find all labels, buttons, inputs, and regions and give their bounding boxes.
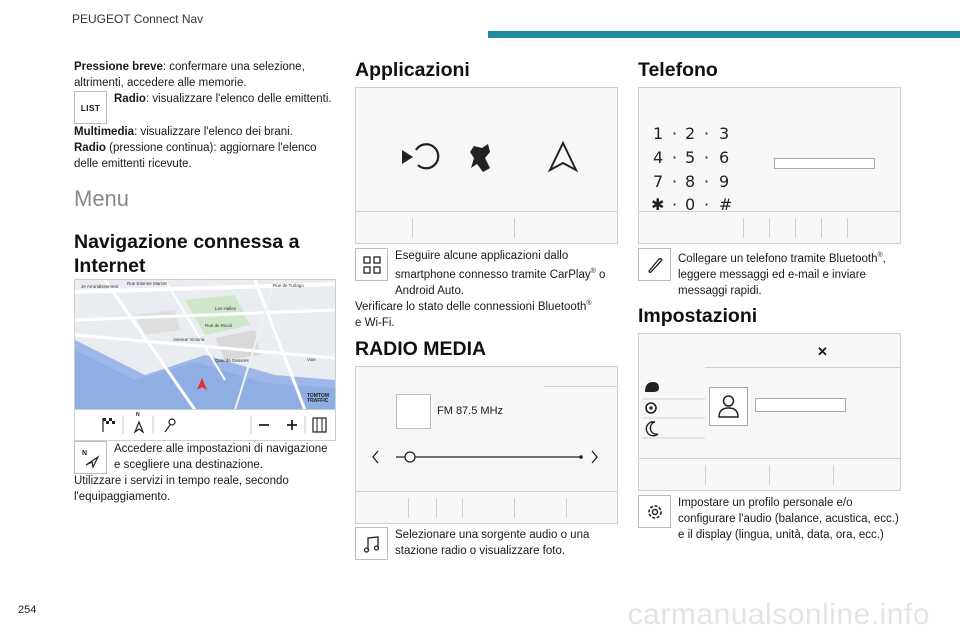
radio-screen	[355, 366, 618, 524]
apps-screen	[355, 87, 618, 244]
phone-screen: 1 · 2 · 3 4 · 5 · 6 7 · 8 · 9 ✱ · 0 · #	[638, 87, 901, 244]
apps-grid-icon	[355, 248, 388, 281]
map-illustration	[75, 280, 335, 410]
nav-heading: Navigazione connessa a Internet	[74, 231, 300, 277]
settings-heading: Impostazioni	[638, 305, 758, 327]
carplay-icon	[402, 144, 438, 168]
slider-knob	[405, 452, 415, 462]
short-press-paragraph: Pressione breve: confermare una selezione, altrimenti, accedere alle memorie.	[74, 61, 305, 89]
header-accent-bar	[488, 31, 960, 38]
route-pin-icon	[165, 419, 175, 432]
map-toolbar-icons	[75, 410, 335, 440]
profile-icon	[709, 387, 748, 426]
next-arrow-icon	[592, 451, 597, 463]
multimedia-paragraph: Multimedia: visualizzare l'elenco dei brani.	[74, 126, 293, 138]
frequency-slider	[356, 439, 617, 479]
phone-handset-icon	[638, 248, 671, 281]
android-auto-icon	[550, 143, 576, 170]
radio-media-heading: RADIO MEDIA	[355, 338, 487, 360]
apps-description-bluetooth: Verificare lo stato delle connessioni Bluetooth® e Wi-Fi.	[355, 300, 592, 329]
nav-description-1: Accedere alle impostazioni di navigazione e scegliere una destinazione.	[114, 443, 328, 471]
page-number: 254	[18, 604, 37, 616]
short-press-term: Pressione breve	[74, 61, 163, 73]
menu-heading: Menu	[74, 186, 130, 211]
map-toolbar: N	[75, 409, 335, 440]
apps-description: Eseguire alcune applicazioni dallo smartphone connesso tramite CarPlay® o Android Auto.	[395, 250, 606, 297]
radio-frequency: FM 87.5 MHz	[437, 405, 504, 417]
zoom-in-icon	[287, 420, 297, 430]
map-layers-icon	[313, 418, 326, 432]
music-note-icon	[355, 527, 388, 560]
settings-gear-icon	[638, 495, 671, 528]
peugeot-lion-icon	[470, 144, 490, 172]
checkered-flag-icon	[103, 418, 115, 432]
phone-number-field	[774, 158, 875, 169]
svg-text:N: N	[81, 449, 87, 457]
station-logo-placeholder	[396, 394, 431, 429]
navigation-map-screenshot: Je Arrondissement Rue Etienne Marcel Rue de Turbigo Les Halles Rue de Rivoli Avenue Victoria Quai de Gesvres Voie TOMTOM TRAFFIC N	[74, 279, 336, 441]
settings-side-menu	[639, 374, 709, 454]
list-button-icon: LIST	[74, 91, 107, 124]
settings-description: Impostare un profilo personale e/o configurare l'audio (balance, acustica, ecc.) e il display (lingua, unità, data, ora, ecc.)	[678, 497, 899, 541]
phone-heading: Telefono	[638, 59, 718, 81]
palette-icon	[645, 382, 659, 392]
radio-description: Selezionare una sorgente audio o una stazione radio o visualizzare foto.	[395, 529, 590, 557]
compass-north-icon	[135, 422, 143, 432]
navigation-icon	[74, 441, 107, 474]
close-icon: ✕	[817, 344, 828, 359]
watermark: carmanualsonline.info	[627, 598, 930, 631]
nav-description-2: Utilizzare i servizi in tempo reale, secondo l'equipaggiamento.	[74, 475, 289, 503]
night-mode-moon-icon	[646, 422, 658, 436]
tomtom-traffic-logo: TOMTOM TRAFFIC	[306, 393, 329, 404]
radio-paragraph: Radio: visualizzare l'elenco delle emittenti.	[114, 93, 332, 105]
running-header-title: PEUGEOT Connect Nav	[72, 12, 204, 26]
apps-heading: Applicazioni	[355, 59, 470, 81]
settings-screen	[638, 333, 901, 491]
phone-description: Collegare un telefono tramite Bluetooth®, leggere messaggi ed e-mail e inviare messaggi rapidi.	[678, 252, 886, 297]
previous-arrow-icon	[373, 451, 378, 463]
profile-name-field	[755, 398, 846, 412]
gear-audio-icon	[646, 403, 656, 413]
radio-long-press-paragraph: Radio (pressione continua): aggiornare l'elenco delle emittenti ricevute.	[74, 142, 317, 170]
